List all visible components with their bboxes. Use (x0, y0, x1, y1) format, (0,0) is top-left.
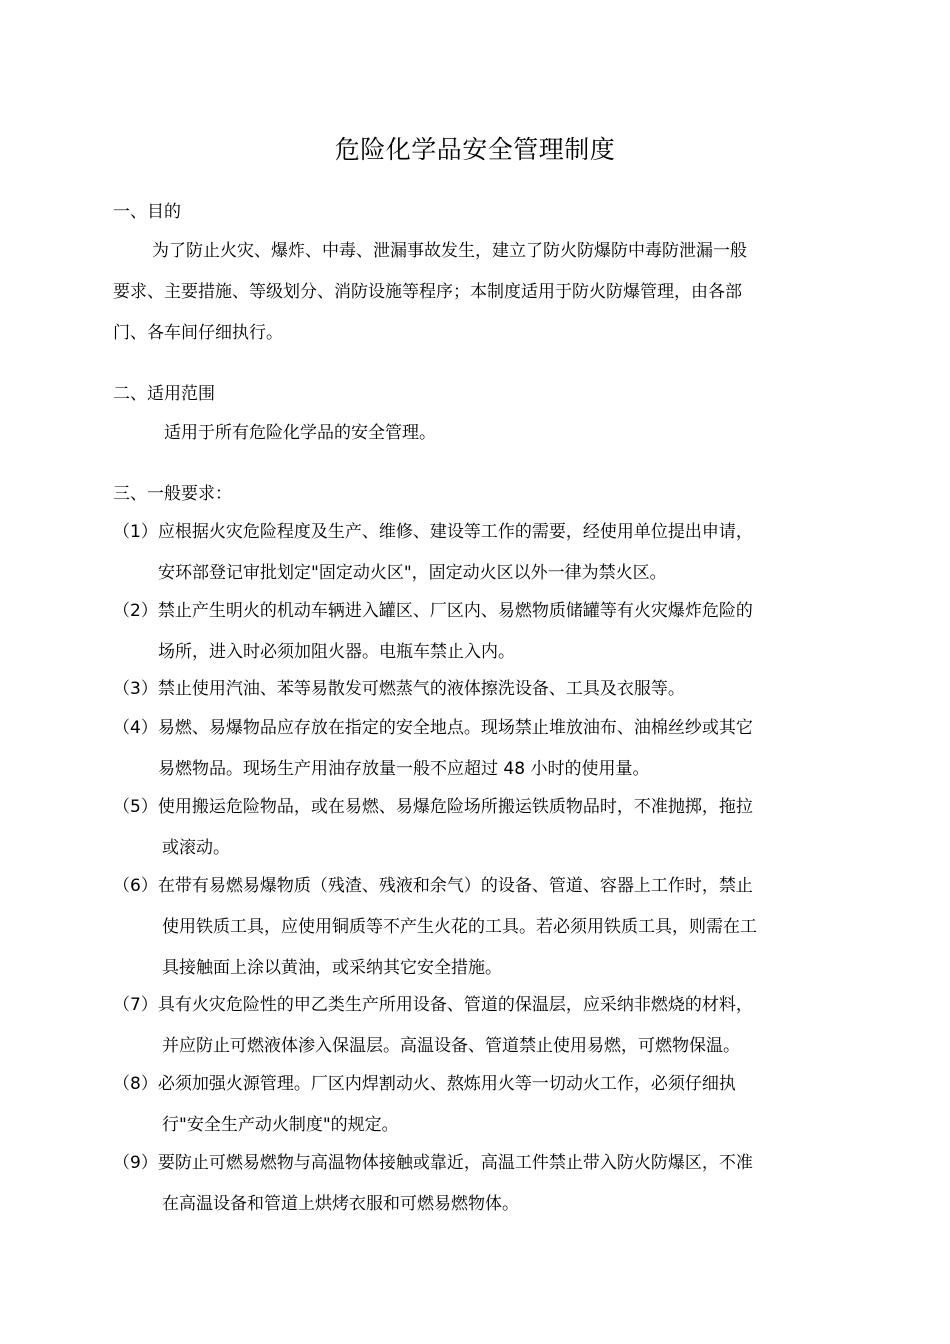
list-item (113, 520, 753, 544)
list-item-number: （1） (113, 522, 158, 542)
list-item (113, 677, 685, 701)
list-item (113, 716, 753, 740)
list-item-text: 易燃、易爆物品应存放在指定的安全地点。现场禁止堆放油布、油棉丝纱或其它 (157, 718, 753, 738)
list-item-number: （9） (113, 1153, 158, 1173)
list-item-continuation: 行"安全生产动火制度"的规定。 (162, 1115, 399, 1135)
paragraph-line: 要求、主要措施、等级划分、消防设施等程序；本制度适用于防火防爆管理，由各部 (113, 282, 742, 302)
list-item-continuation: 或滚动。 (162, 838, 230, 858)
list-item-continuation: 易燃物品。现场生产用油存放量一般不应超过 48 小时的使用量。 (158, 759, 650, 779)
list-item-number: （8） (113, 1074, 158, 1094)
list-item-continuation: 安环部登记审批划定"固定动火区"，固定动火区以外一律为禁火区。 (158, 563, 667, 583)
list-item (113, 1151, 753, 1175)
paragraph-line: 为了防止火灾、爆炸、中毒、泄漏事故发生，建立了防火防爆防中毒防泄漏一般 (152, 241, 747, 261)
list-item-number: （7） (113, 995, 158, 1015)
list-item-continuation: 场所，进入时必须加阻火器。电瓶车禁止入内。 (158, 642, 515, 662)
list-item-text: 应根据火灾危险程度及生产、维修、建设等工作的需要，经使用单位提出申请， (157, 522, 753, 542)
list-item-text: 禁止使用汽油、苯等易散发可燃蒸气的液体擦洗设备、工具及衣服等。 (157, 679, 685, 699)
paragraph-line: 门、各车间仔细执行。 (113, 323, 283, 343)
section-heading-scope: 二、适用范围 (113, 384, 215, 404)
list-item-text: 必须加强火源管理。厂区内焊割动火、熬炼用火等一切动火工作，必须仔细执 (157, 1074, 736, 1094)
document-title: 危险化学品安全管理制度 (334, 135, 616, 164)
list-item-number: （4） (113, 718, 158, 738)
list-item-text: 使用搬运危险物品，或在易燃、易爆危险场所搬运铁质物品时，不准抛掷，拖拉 (157, 797, 753, 817)
list-item (113, 1072, 736, 1096)
list-item-number: （5） (113, 797, 158, 817)
list-item (113, 874, 753, 898)
list-item-number: （6） (113, 876, 158, 896)
list-item-number: （3） (113, 679, 158, 699)
list-item-text: 要防止可燃易燃物与高温物体接触或靠近，高温工件禁止带入防火防爆区，不准 (157, 1153, 753, 1173)
list-item-text: 具有火灾危险性的甲乙类生产所用设备、管道的保温层，应采纳非燃烧的材料， (157, 995, 753, 1015)
section-heading-general-requirements: 三、一般要求： (113, 484, 232, 504)
list-item-continuation: 具接触面上涂以黄油，或采纳其它安全措施。 (162, 958, 502, 978)
list-item-continuation: 并应防止可燃液体渗入保温层。高温设备、管道禁止使用易燃，可燃物保温。 (162, 1036, 740, 1056)
list-item (113, 599, 753, 623)
list-item-number: （2） (113, 601, 158, 621)
section-heading-purpose: 一、目的 (113, 202, 181, 222)
list-item-continuation: 使用铁质工具，应使用铜质等不产生火花的工具。若必须用铁质工具，则需在工 (162, 917, 757, 937)
list-item-continuation: 在高温设备和管道上烘烤衣服和可燃易燃物体。 (162, 1194, 519, 1214)
list-item (113, 993, 753, 1017)
paragraph-line: 适用于所有危险化学品的安全管理。 (164, 423, 436, 443)
list-item-text: 禁止产生明火的机动车辆进入罐区、厂区内、易燃物质储罐等有火灾爆炸危险的 (157, 601, 753, 621)
list-item (113, 795, 753, 819)
list-item-text: 在带有易燃易爆物质（残渣、残液和余气）的设备、管道、容器上工作时，禁止 (157, 876, 753, 896)
